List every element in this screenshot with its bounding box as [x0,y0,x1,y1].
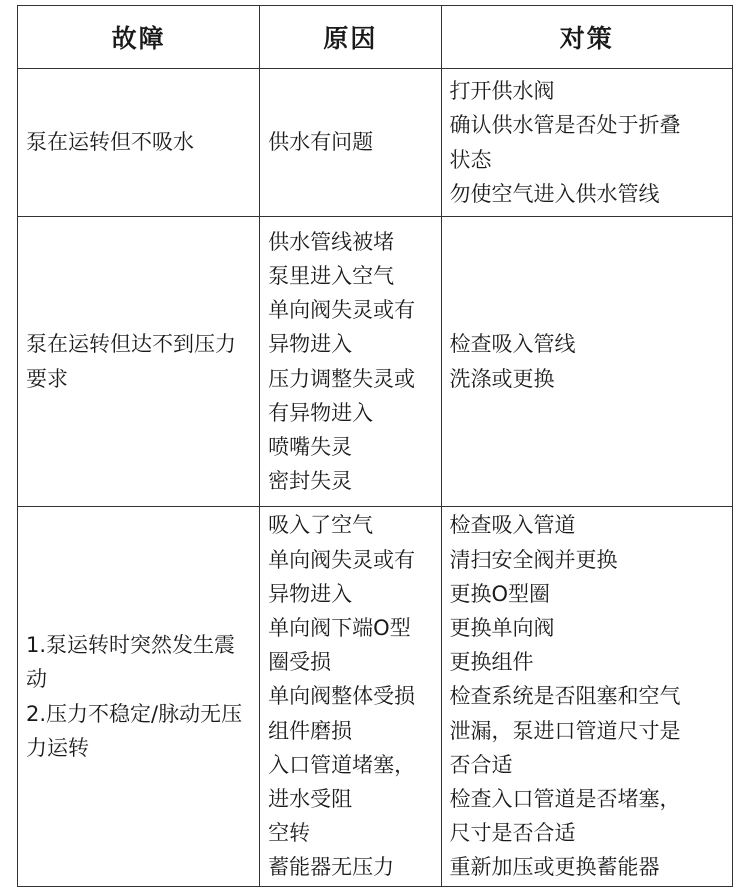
remedy-line: 更换单向阀 [449,615,555,640]
table-row [18,69,733,217]
remedy-line: 洗涤或更换 [449,366,555,391]
cause-line: 单向阀失灵或有 [268,298,416,323]
cause-line: 入口管道堵塞， [268,752,416,777]
remedy-cell [441,217,732,507]
remedy-line: 清扫安全阀并更换 [449,547,618,572]
remedy-line: 更换组件 [449,650,534,675]
remedy-line: 状态 [449,147,492,172]
cause-line: 喷嘴失灵 [268,434,353,459]
cause-line: 供水管线被堵 [268,229,395,254]
cause-line: 组件磨损 [268,718,353,743]
remedy-line: 否合适 [449,752,513,777]
remedy-line: 检查吸入管道 [449,513,576,538]
fault-line: 泵在运转但达不到压力 [26,332,236,357]
cause-line: 单向阀下端O型 [268,615,411,640]
remedy-line: 泄漏，泵进口管道尺寸是 [449,718,681,743]
remedy-line: 更换O型圈 [449,581,551,606]
remedy-cell [441,69,732,217]
cause-line: 压力调整失灵或 [268,366,416,391]
fault-line: 动 [26,667,47,692]
cause-cell [260,69,441,217]
fault-cell [18,69,260,217]
cause-line: 单向阀失灵或有 [268,547,416,572]
cause-line: 空转 [268,821,311,846]
fault-cell [18,507,260,887]
cause-line: 有异物进入 [268,400,374,425]
table-header-row [18,6,733,69]
cause-line: 异物进入 [268,581,353,606]
table-row [18,217,733,507]
remedy-line: 重新加压或更换蓄能器 [449,855,660,880]
cause-line: 进水受阻 [268,787,353,811]
cause-line: 圈受损 [268,650,332,675]
cause-line: 吸入了空气 [268,513,374,538]
remedy-line: 检查入口管道是否堵塞， [449,787,681,811]
remedy-line: 确认供水管是否处于折叠 [449,113,681,138]
cause-line: 供水有问题 [268,130,374,155]
troubleshooting-table [17,5,733,887]
remedy-line: 打开供水阀 [449,79,555,104]
fault-line: 要求 [26,366,68,391]
header-fault: 故障 [18,6,260,69]
fault-line: 1.泵运转时突然发生震 [26,633,236,658]
cause-cell [260,217,441,507]
cause-line: 密封失灵 [268,469,353,494]
fault-line: 2.压力不稳定/脉动无压 [26,701,243,726]
cause-line: 单向阀整体受损 [268,684,416,709]
fault-cell [18,217,260,507]
cause-line: 异物进入 [268,332,353,357]
remedy-line: 尺寸是否合适 [449,821,576,846]
remedy-line: 勿使空气进入供水管线 [449,181,660,206]
table-row [18,507,733,887]
remedy-cell [441,507,732,887]
fault-line: 力运转 [26,735,89,760]
header-remedy: 对策 [441,6,732,69]
cause-line: 泵里进入空气 [268,263,395,288]
remedy-line: 检查吸入管线 [449,332,576,357]
cause-line: 蓄能器无压力 [268,855,395,880]
cause-cell [260,507,441,887]
header-cause: 原因 [260,6,441,69]
fault-line: 泵在运转但不吸水 [26,130,194,155]
remedy-line: 检查系统是否阻塞和空气 [449,684,681,709]
